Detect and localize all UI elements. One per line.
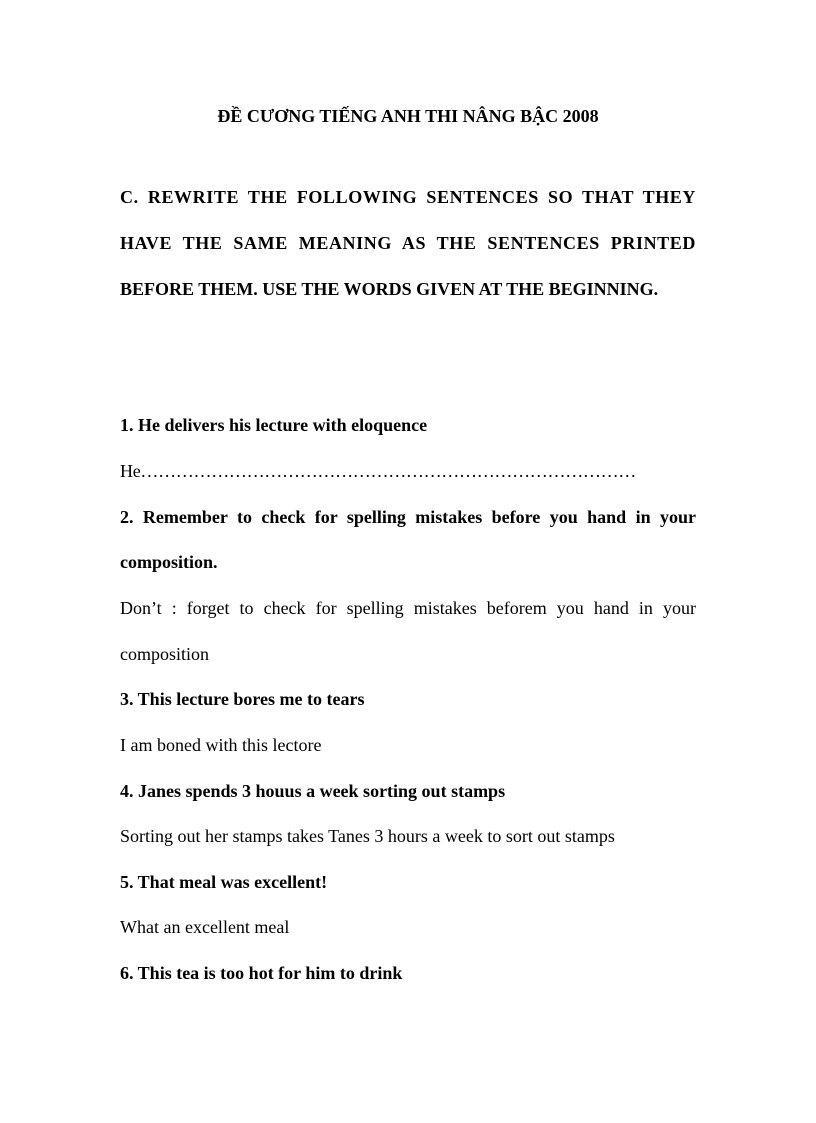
instruction-line-2: HAVE THE SAME MEANING AS THE SENTENCES PRINTED: [120, 233, 696, 253]
question-1: 1. He delivers his lecture with eloquence: [120, 415, 428, 435]
question-4: 4. Janes spends 3 houus a week sorting out stamps: [120, 781, 506, 801]
instruction-line-1: C. REWRITE THE FOLLOWING SENTENCES SO THAT THEY: [120, 187, 696, 207]
answer-5: What an excellent meal: [120, 917, 290, 937]
answer-4: Sorting out her stamps takes Tanes 3 hours a week to sort out stamps: [120, 826, 615, 846]
question-2-line-1: 2. Remember to check for spelling mistakes before you hand in your: [120, 507, 696, 527]
question-2-line-2: composition.: [120, 552, 218, 572]
answer-3: I am boned with this lectore: [120, 735, 322, 755]
question-3: 3. This lecture bores me to tears: [120, 689, 365, 709]
question-6: 6. This tea is too hot for him to drink: [120, 963, 403, 983]
page-title: ĐỀ CƯƠNG TIẾNG ANH THI NÂNG BẬC 2008: [217, 106, 599, 126]
answer-1: He…………………………………………………………………………: [120, 461, 636, 481]
answer-2-line-2: composition: [120, 644, 209, 664]
instruction-line-3: BEFORE THEM. USE THE WORDS GIVEN AT THE BEGINNING.: [120, 279, 659, 299]
question-5: 5. That meal was excellent!: [120, 872, 328, 892]
answer-2-line-1: Don’t : forget to check for spelling mistakes beforem you hand in your: [120, 598, 696, 618]
